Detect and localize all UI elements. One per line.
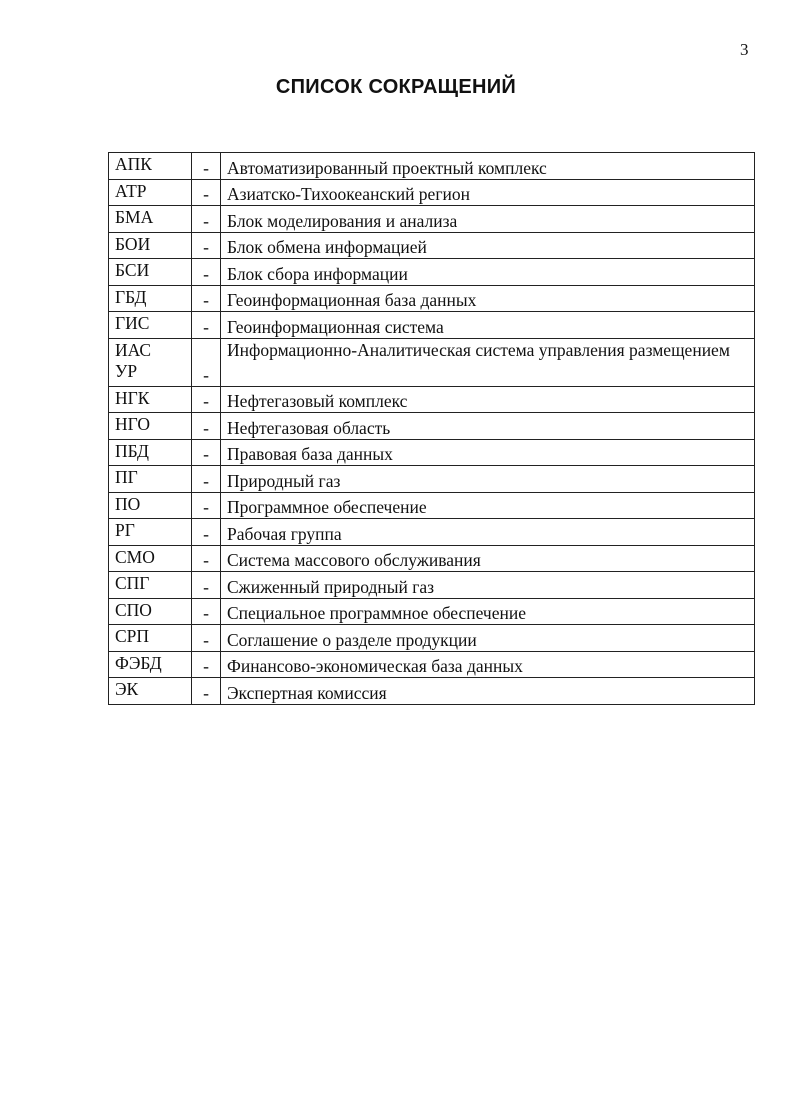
definition: Система массового обслуживания (221, 545, 755, 572)
definition: Блок сбора информации (221, 259, 755, 286)
abbreviation: ИАС УР (109, 338, 192, 386)
table-row (109, 439, 755, 466)
table-row (109, 598, 755, 625)
definition: Нефтегазовая область (221, 413, 755, 440)
dash: - (192, 466, 221, 493)
definition: Сжиженный природный газ (221, 572, 755, 599)
table-row (109, 312, 755, 339)
table-row (109, 625, 755, 652)
abbreviation: БОИ (109, 232, 192, 259)
definition: Геоинформационная система (221, 312, 755, 339)
abbreviation: РГ (109, 519, 192, 546)
table-row (109, 206, 755, 233)
abbreviation: БМА (109, 206, 192, 233)
dash: - (192, 312, 221, 339)
definition: Экспертная комиссия (221, 678, 755, 705)
definition: Специальное программное обеспечение (221, 598, 755, 625)
abbreviations-table (108, 152, 755, 705)
dash: - (192, 386, 221, 413)
dash: - (192, 572, 221, 599)
dash: - (192, 413, 221, 440)
definition: Автоматизированный проектный комплекс (221, 153, 755, 180)
definition: Соглашение о разделе продукции (221, 625, 755, 652)
abbreviation: НГК (109, 386, 192, 413)
definition: Программное обеспечение (221, 492, 755, 519)
abbreviation: СПО (109, 598, 192, 625)
definition: Рабочая группа (221, 519, 755, 546)
definition: Нефтегазовый комплекс (221, 386, 755, 413)
abbreviation: ФЭБД (109, 651, 192, 678)
abbreviation: ПБД (109, 439, 192, 466)
abbreviation: СРП (109, 625, 192, 652)
dash: - (192, 519, 221, 546)
table-row (109, 651, 755, 678)
dash: - (192, 232, 221, 259)
table-row (109, 678, 755, 705)
table-row (109, 519, 755, 546)
page-title: СПИСОК СОКРАЩЕНИЙ (275, 76, 517, 98)
page-number: 3 (740, 40, 749, 59)
table-row (109, 259, 755, 286)
definition: Блок моделирования и анализа (221, 206, 755, 233)
abbreviation: ПО (109, 492, 192, 519)
table-row (109, 386, 755, 413)
dash: - (192, 625, 221, 652)
table-row (109, 232, 755, 259)
dash: - (192, 598, 221, 625)
abbreviation: НГО (109, 413, 192, 440)
table-row (109, 179, 755, 206)
abbreviation: АТР (109, 179, 192, 206)
abbreviation: АПК (109, 153, 192, 180)
definition: Азиатско-Тихоокеанский регион (221, 179, 755, 206)
dash: - (192, 678, 221, 705)
dash: - (192, 545, 221, 572)
definition: Природный газ (221, 466, 755, 493)
abbreviation: ГБД (109, 285, 192, 312)
table-row (109, 572, 755, 599)
dash: - (192, 259, 221, 286)
definition: Правовая база данных (221, 439, 755, 466)
abbreviation: СМО (109, 545, 192, 572)
dash: - (192, 285, 221, 312)
table-row (109, 545, 755, 572)
table-row (109, 153, 755, 180)
definition: Информационно-Аналитическая система управления размещением (221, 338, 755, 386)
dash: - (192, 492, 221, 519)
table-row (109, 466, 755, 493)
table-row (109, 413, 755, 440)
dash: - (192, 153, 221, 180)
abbreviation: СПГ (109, 572, 192, 599)
definition: Геоинформационная база данных (221, 285, 755, 312)
abbreviation: БСИ (109, 259, 192, 286)
abbreviation: ЭК (109, 678, 192, 705)
dash: - (192, 651, 221, 678)
abbreviation: ПГ (109, 466, 192, 493)
dash: - (192, 206, 221, 233)
definition: Блок обмена информацией (221, 232, 755, 259)
table-row (109, 285, 755, 312)
dash: - (192, 338, 221, 386)
dash: - (192, 179, 221, 206)
dash: - (192, 439, 221, 466)
table-row (109, 338, 755, 386)
abbreviation: ГИС (109, 312, 192, 339)
table-row (109, 492, 755, 519)
definition: Финансово-экономическая база данных (221, 651, 755, 678)
